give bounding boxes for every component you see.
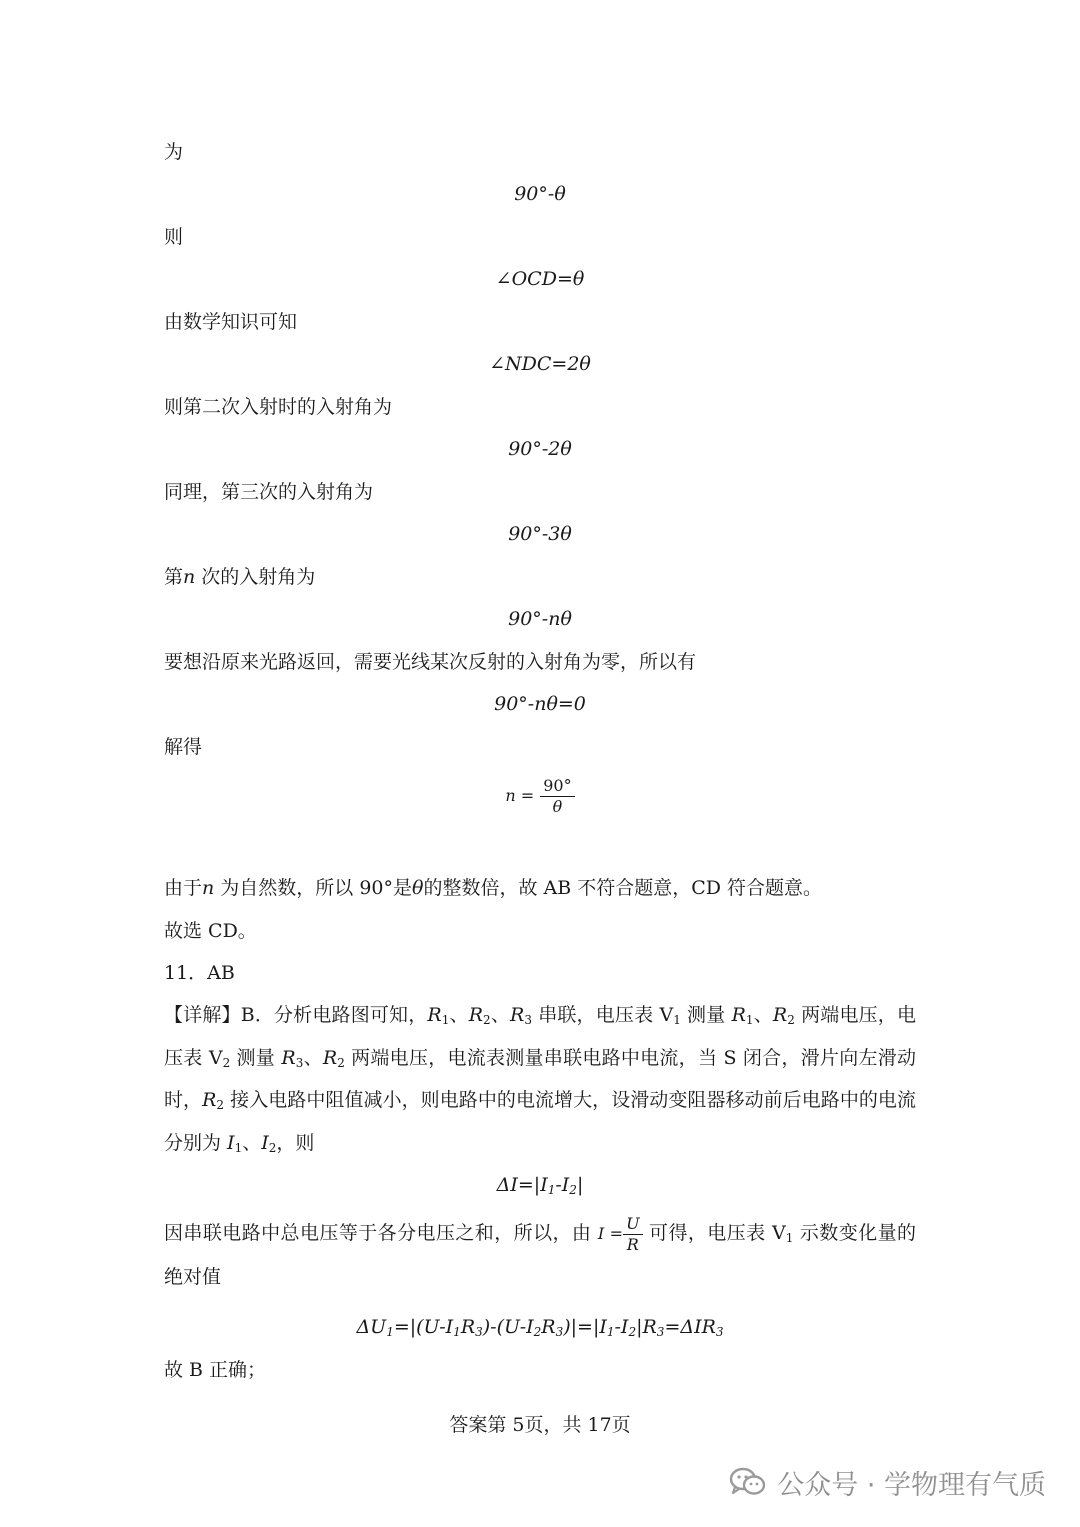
watermark [729, 1462, 1046, 1502]
text: 的整数倍，故 AB 不符合题意，CD 符合题意。 [423, 877, 823, 899]
text-line: 则 [164, 226, 184, 248]
text-line: 为 [164, 141, 184, 163]
equation [0, 436, 1080, 462]
explanation-paragraph [164, 994, 916, 1164]
var: R [772, 1004, 788, 1026]
fraction [623, 1214, 642, 1255]
question-number: 11．AB [164, 962, 235, 984]
var: R [322, 1046, 338, 1069]
page-footer: 答案第 5页，共 17页 [449, 1414, 631, 1436]
wechat-icon [729, 1466, 767, 1498]
text-line: 则第二次入射时的入射角为 [164, 396, 393, 418]
equation [0, 691, 1080, 717]
var: θ [412, 877, 424, 899]
equation [0, 181, 1080, 207]
var: R [281, 1046, 296, 1069]
equation-text: $\Delta U_1=|(U-I_1R_3)-(U-I_2R_3)|=|I_1-I_2|R_3=\Delta IR_3$ [356, 1316, 724, 1339]
equation [0, 351, 1080, 377]
var: R [202, 1089, 217, 1111]
text-line [164, 875, 822, 901]
text: 测量 [230, 1046, 282, 1069]
denominator: θ [552, 796, 563, 816]
equation-text: 90°-3θ [508, 523, 572, 545]
text-line: 解得 [164, 736, 203, 758]
text: 次的入射角为 [195, 566, 316, 588]
text-line: 故选 CD。 [164, 920, 257, 942]
equation-text: $\Delta I=|I_1-I_2|$ [496, 1174, 584, 1197]
subscript: 2 [787, 1013, 795, 1027]
text-line: 要想沿原来光路返回，需要光线某次反射的入射角为零，所以有 [164, 651, 697, 673]
text: 第 [164, 566, 184, 588]
var: I [261, 1131, 269, 1154]
text: 、 [303, 1046, 323, 1069]
fraction [540, 776, 574, 817]
numerator: 90° [540, 776, 574, 797]
subscript: 2 [483, 1013, 491, 1027]
subscript: 2 [222, 1055, 231, 1070]
var: R [510, 1004, 525, 1026]
text: 为自然数，所以 90°是 [214, 877, 413, 899]
equation [0, 1172, 1080, 1198]
text: 、 [242, 1131, 262, 1154]
equation [0, 606, 1080, 632]
subscript: 3 [295, 1055, 304, 1070]
var: R [468, 1004, 484, 1026]
equation-text: ∠NDC=2θ [489, 353, 591, 375]
text: 、 [490, 1004, 511, 1026]
fraction-equation [0, 772, 1080, 819]
subscript: 1 [785, 1231, 794, 1245]
text: 可得，电压表 V [642, 1222, 786, 1244]
text: 因串联电路中总电压等于各分电压之和，所以，由 [164, 1222, 598, 1244]
equation-text: 90°-2θ [508, 438, 572, 460]
numerator: U [623, 1214, 642, 1235]
text: 由于 [164, 877, 203, 899]
text: 【详解】B．分析电路图可知， [164, 1004, 428, 1026]
equation [0, 266, 1080, 292]
text: 示数变化量的绝对值 [164, 1222, 916, 1288]
watermark-text: 公众号 · 学物理有气质 [777, 1469, 1046, 1501]
subscript: 1 [441, 1013, 450, 1027]
text: ，则 [276, 1131, 315, 1154]
text: 、 [753, 1004, 773, 1026]
text: 、 [449, 1004, 469, 1026]
text-line: 由数学知识可知 [164, 311, 298, 333]
var: n [183, 566, 196, 588]
denominator: R [626, 1234, 639, 1254]
text-line: 同理，第三次的入射角为 [164, 481, 374, 503]
text: 串联，电压表 V [531, 1004, 674, 1026]
equation [0, 521, 1080, 547]
text-line: 故 B 正确； [164, 1359, 267, 1381]
text: 接入电路中阻值减小，则电路中的电流增大，设滑动变阻器移动前后电路中的电流分别为 [164, 1089, 916, 1154]
text: 两端电压，电流表测量串联电路中电流，当 S 闭合，滑片向左滑动时， [164, 1046, 916, 1111]
equation-text: 90°-θ [514, 183, 566, 205]
equation-text: 90°-nθ [508, 608, 572, 630]
text-line [164, 564, 315, 590]
equation-text: ∠OCD=θ [495, 268, 585, 290]
var: n [202, 877, 215, 899]
equation [0, 1314, 1080, 1340]
subscript: 2 [268, 1140, 277, 1155]
subscript: 2 [216, 1098, 225, 1112]
subscript: 3 [524, 1013, 532, 1027]
subscript: 2 [337, 1055, 345, 1070]
equation-lhs: n = [505, 786, 535, 805]
equation-text: 90°-nθ=0 [494, 693, 586, 715]
subscript: 1 [234, 1140, 243, 1155]
subscript: 1 [673, 1013, 681, 1027]
explanation-paragraph-2 [164, 1212, 916, 1298]
text: 两端电压，电压表 V [164, 1004, 916, 1069]
var: I [227, 1131, 235, 1154]
formula-lhs: I = [597, 1224, 624, 1243]
var: R [427, 1004, 442, 1026]
subscript: 1 [745, 1013, 754, 1027]
var: R [731, 1004, 746, 1026]
text: 测量 [680, 1004, 732, 1026]
